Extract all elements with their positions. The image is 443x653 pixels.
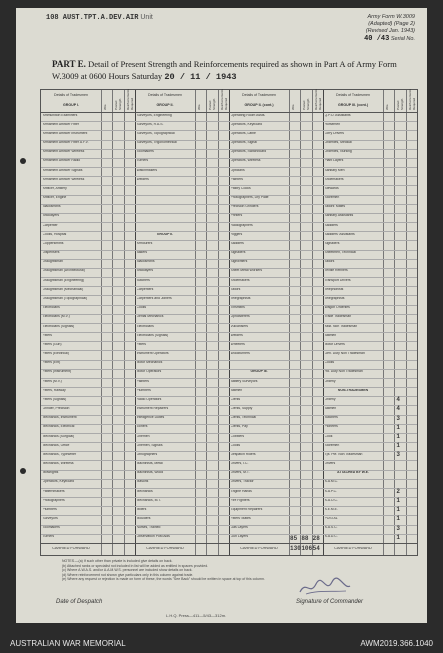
note-line: (e) Where any request or rejection is made on form of these, the words "See Back" should be written in space at top of this column. [62,577,265,582]
column-header: Reinforcements Required [407,88,416,110]
trade-label: Stewards [324,186,339,190]
trade-label: A.A.P.C. [324,489,338,493]
unit-typed: 108 AUST.TPT.A.DEV.AIR [46,14,139,22]
trade-label: Masons [136,480,149,484]
trade-label: Cobblers [230,434,245,438]
trade-label: Surveyors, R.A.S. [136,122,164,126]
trade-label: Linemen, Signals [136,443,163,447]
trade-label: Welders [136,177,149,181]
unit-field [46,14,153,22]
trade-label: Drivers, Tractor [230,480,254,484]
trade-label: Fitters' Mates [230,517,251,521]
trade-label: Batmen [324,407,337,411]
trade-label: Watchmakers [136,168,158,172]
trade-label: Radio Operators [136,397,162,401]
trade-label: Butchers [136,278,150,282]
serial-number: 40 /43 [364,34,390,43]
trade-label: Carpenter [42,223,58,227]
trade-label: Carpenters and Joiners [136,297,172,300]
trade-label: Cooks [324,361,335,365]
trade-label: Draughtsman [42,260,63,264]
strength-value: 1 [396,515,400,523]
trade-label: NON-TRADESMEN [337,388,369,392]
trade-label: Cooks, Hospital [42,232,67,236]
column-header: Posted Strength [396,98,405,110]
carried-forward-label: CARRIED FORWARD [334,547,372,550]
trade-label: Telegraphists [230,297,251,300]
trade-label: Motor Mechanics [136,361,163,365]
trade-label: Signwriters [230,260,248,264]
trade-label: Cooks [230,443,241,447]
trade-label: Electricians [136,324,154,328]
strength-value: 1 [396,432,400,440]
trade-label: Sanitary Men [324,168,345,172]
trade-label: Fire Fighters [230,498,250,502]
group-header: Details of Tradesmen [336,93,370,97]
trade-label: Sheet Metal Workers [230,269,263,273]
strength-value: 2 [396,487,400,495]
trade-label: Draughtsman (Mechanical) [42,287,84,291]
trade-label: Opticians [230,168,245,172]
strength-value: 1 [396,442,400,450]
part-label: PART E. [52,59,86,69]
trade-label: Surveyors, Trigonometrical [136,141,177,145]
archive-footer [0,636,443,653]
trade-label: Lithographers [136,452,158,456]
unit-label: Unit [140,14,153,21]
strength-value: 4 [396,396,400,404]
trade-label: Butchers [324,416,338,420]
trade-label: Pastry Cooks [230,186,251,190]
trade-label: Patternmakers [42,489,65,493]
trade-label: Printers [230,214,243,218]
trade-label: Turners [136,159,149,163]
trade-label: Draughtsman (Architectural) [42,269,85,273]
title-text: Detail of Present Strength and Reinforcements required as shown in Part A of Army Form W.3009 at 0600 Hours Saturday [52,59,397,81]
trade-label: Drivers, I.C. [230,462,249,466]
trade-label: Mechanics, Electrical [42,425,75,429]
trade-label: Fitters (Gun) [42,342,62,346]
trade-label: Surveyors [42,517,58,521]
carried-forward-label: CARRIED FORWARD [240,547,278,550]
strength-table [40,89,418,556]
column-header: Posted Strength [302,98,311,110]
trade-label: Photographers [42,498,65,502]
column-header: W.E. [291,103,295,110]
trade-label: Fitters (M.V.) [42,379,62,383]
trade-label: Coppersmiths [42,241,64,245]
trade-label: Shoemakers [230,278,250,282]
trade-label: Painters [136,379,149,383]
trade-label: Sanitary Assistants [324,214,354,218]
trade-label: Nurses, Trained [136,526,161,530]
trade-label: Riggers [230,232,243,236]
trade-label: Batmen [324,333,337,337]
form-page [16,8,427,623]
trade-label: Mechanics, M.T. [136,498,161,502]
punch-hole [20,158,26,164]
group-name: GROUP II. [156,103,174,107]
trade-label: Saddlers [230,241,244,245]
trade-label: Bakers [136,251,148,255]
trade-label: Carpenters [136,287,154,291]
trade-label: Armament Artificer Signals [42,168,83,172]
trade-label: Blacksmiths [42,205,61,209]
note-line: NOTES.—(a) If such other than private is included give details on back. [62,559,173,563]
group-name: GROUP I. [62,103,80,107]
trade-label: Drivers [324,462,336,466]
trade-label: Electricians (M.V.) [42,315,70,319]
column-header: Reinforcements Required [125,88,134,110]
commander-signature [296,576,354,598]
trade-label: Fitters (Instrument) [42,370,72,374]
trade-label: Mechanics, Office [42,443,70,447]
trade-label: Armament Artificer Instrument [42,131,88,135]
trade-label: Linemen [136,434,150,438]
trade-label: Sheetmen, Technical [324,251,356,255]
trade-label: Gen. Duty Non Tradesman [324,352,365,356]
trade-label: Surveyors, Topographical [136,131,175,135]
strength-value: 3 [396,451,400,459]
printer-line: L.H.Q. Press—411—5/43—312m. [166,613,227,618]
trade-label: Radiographers [230,223,253,227]
carried-forward-label: CARRIED FORWARD [146,547,184,550]
trade-label: Plant Layers [324,159,344,163]
trade-label: Armament Artificer Fitter A.F.V. [42,141,89,145]
trade-label: Vulcanisers [230,324,248,328]
trade-label: Operators, Wireless [230,159,261,163]
note-line: (d) Where reinforcement not shown give particulars only in this column against trade. [62,572,194,577]
trade-label: Mechanics, Typewriter [42,452,77,456]
trade-label: Telegraphists [324,297,345,300]
page-title [52,58,402,83]
trade-label: Ammunition Examiners [42,113,78,117]
trade-label: Shoemakers [324,177,344,181]
trade-label: Gas Layers [230,526,248,530]
trade-label: Artificer, Artillery [42,186,67,190]
form-adapted: (Adapted) (Page 2) [368,20,415,27]
trade-label: Operators, Lathe [230,131,256,135]
signature-label: Signature of Commander [296,599,364,605]
trade-label: Storemen [324,196,340,200]
trade-label: Photographers, Dry Plate [230,196,269,200]
trade-label: Electricians (Signals) [42,324,75,328]
trade-label: Operators, Keyboard [42,480,74,484]
trade-label: Draughtsman (Topographical) [42,297,88,300]
trade-label: Wagon Orderlies [324,306,350,310]
trade-label: Tailors [230,287,241,291]
carried-value: 88 [301,535,309,542]
trade-label: Instrument Repairers [136,407,169,411]
trade-label: Toolmakers [136,150,154,154]
trade-label: Dental Mechanics [136,315,164,319]
column-header: Posted Strength [208,98,217,110]
trade-label: Lorry Drivers [324,131,344,135]
trade-label: GROUP III. [250,370,268,374]
trade-label: Mechanics, Instrument [42,416,77,420]
trade-label: Asst. Non Tradesman [324,324,358,328]
trade-label: Painters [230,177,243,181]
trade-label: Battery Surveyors [230,379,258,383]
trade-label: Despatch Riders [230,452,256,456]
trade-label: Precision Grinders [230,205,259,209]
strength-value: 1 [396,533,400,541]
trade-label: Fitters [42,333,52,337]
punch-hole [20,468,26,474]
trade-label: Grinder, Precision [42,407,70,411]
form-date: (Revised Jan. 1943) [365,27,415,34]
trade-label: Operators, Keyboard [230,122,262,126]
carried-value: 85 [290,535,298,542]
note-line: (b) Attached ranks or specialist not included in list will be added as entitled in spaces provided. [62,563,209,568]
trade-label: Textile Refiners [324,269,348,273]
trade-label: Signallers [230,251,246,255]
column-header: Reinforcements Required [219,88,228,110]
despatch-label: Date of Despatch [56,599,103,605]
trade-label: Millers [136,507,147,511]
group-name: GROUP III. (cont.) [337,103,369,107]
trade-label: Surveyors, Engineering [136,113,172,117]
trade-label: Bricklayers [136,269,154,273]
footer-rule [41,543,417,544]
trade-label: Operators, Signal [230,141,257,145]
trade-label: Artificer, Engine [42,196,67,200]
archive-name: AUSTRALIAN WAR MEMORIAL [10,639,126,648]
trade-label: Orderly [324,379,336,383]
column-header: Reinforcements Required [313,88,322,110]
trade-label: Mechanics, Wireless [42,462,74,466]
strength-value: 1 [396,423,400,431]
trade-label: Bricklayers [42,214,60,218]
group-header: Details of Tradesmen [242,93,276,97]
trade-label: Hd. Duty Non Tradesman [324,370,363,374]
strength-value: 1 [396,506,400,514]
trade-label: Q.P.O. Assistants [324,113,351,117]
trade-label: Gun Layers [230,535,249,539]
trade-label: Armament Artificer Wireless [42,150,85,154]
trade-label: Instrument Operators [136,352,169,356]
trade-label: A.A.M.C. [324,480,339,484]
trade-label: Joiners [136,425,148,429]
archive-id: AWM2019.366.1040 [360,639,433,648]
trade-label: Machinists, Wood [136,471,164,475]
carried-value: 28 [312,535,320,542]
total-value: 54 [312,545,320,552]
report-date: 20 / 11 / 1943 [164,71,237,82]
trade-label: Clerks, Supply [230,407,253,411]
trade-label: Saddlers [324,223,338,227]
strength-value: 4 [396,405,400,413]
trade-label: Tailors [324,260,335,264]
trade-label: Electricians [42,306,60,310]
trade-label: Clerks [230,397,241,401]
trade-label: Pioneers [324,425,338,429]
trade-label: Drivers, M.T. [230,471,250,475]
trade-label: A.A.D.C. [324,535,338,539]
trade-label: Saddlers' Assistants [324,232,355,236]
trade-label: Armament Artificer Wireless [42,177,85,181]
trade-label: Cook [324,434,333,438]
trade-label: Orderlies, Nursing [324,150,352,154]
trade-label: Engine Hands [230,489,252,493]
column-header: W.E. [197,103,201,110]
column-header: Posted Strength [114,98,123,110]
trade-label: Armourers [136,241,153,245]
column-header: W.E. [385,103,389,110]
trade-label: Clerks, Pay [230,425,248,429]
trade-label: Fitters (Signals) [42,397,67,401]
trade-label: Fitters, Railway [42,388,66,392]
trade-label: Orderly [324,397,336,401]
trade-label: Clerks, Technical [230,416,257,420]
trade-label: Trade Tradesman [324,315,352,319]
trade-label: Millwrights [42,471,59,475]
trade-label: Tpt. Pte. Non Tradesman [324,452,363,456]
trade-label: Storemen [324,443,340,447]
trade-label: A.E.M.E. [324,507,338,511]
serial-label: Serial No. [390,35,415,42]
note-line: (c) Where A.W.A.S. and/or A.A.M.W.S. personnel are included show details on back. [62,568,193,573]
trade-label: Armament Artificer Radio [42,159,81,163]
trade-label: A.A.O.C. [324,498,338,502]
trade-label: Intelligence Duties [136,416,165,420]
trade-label: Wheelers [230,342,245,346]
strength-value: 1 [396,497,400,505]
trade-label: Toolmakers [42,526,60,530]
form-name: Army Form W.3009 [367,14,415,20]
total-value: 106 [301,545,313,552]
trade-label: Batmen [230,388,243,392]
total-value: 130 [290,545,301,552]
group-header: Details of Tradesmen [148,93,182,97]
trade-label: Woodturners [230,352,250,356]
trade-label: Tailors' Mates [324,205,346,209]
carried-forward-label: CARRIED FORWARD [52,547,90,550]
trade-label: Observation Post Aids [136,535,170,539]
trade-label: Operating Room Assts. [230,113,266,117]
group-name: GROUP II. (cont.) [244,103,274,107]
form-id [364,14,415,43]
strength-value: 3 [396,524,400,532]
trade-label: Transport Drivers [324,278,351,282]
trade-label: Armament Artificer Fitter [42,122,80,126]
trade-label: Mechanics [136,489,153,493]
trade-label: Telephonists [324,287,344,291]
trade-label: Motor Operators [136,370,162,374]
trade-label: Blacksmiths [136,260,155,264]
trade-label: Upholsterers [230,315,250,319]
trade-label: Plumbers [42,507,57,511]
trade-label: A.A.S.C. [324,526,338,530]
trade-label: Orderlies, Medical [324,141,352,145]
trade-label: POSTAL [324,517,338,521]
trade-label: Machinists, Metal [136,462,163,466]
trade-label: Tinsmiths [230,306,245,310]
strength-value: 3 [396,414,400,422]
trade-label: Fitters [136,342,146,346]
trade-label: Plumbers [136,388,151,392]
trade-label: Turners [42,535,55,539]
trade-label: Electricians (Signals) [136,333,169,337]
trade-label: Draughtsman (Engineering) [42,278,85,282]
trade-label: Equipment Repairers [230,507,263,511]
trade-label: Dispensers [42,251,60,255]
trade-label: Fitters (Ent) [42,361,61,365]
trade-label: Welders [230,333,243,337]
trade-label: Cooks [136,306,147,310]
trade-label: Operators, Switchboard [230,150,267,154]
trade-label: Fitters (Electrical) [42,352,69,356]
trade-label: Horsemen [324,122,341,126]
trade-label: Mechanics (Surgical) [42,434,75,438]
trade-label: GROUP II. [156,232,174,236]
trade-label: Moulders [136,517,151,521]
trade-label: ATTACHED BY W.E. [337,471,369,475]
trade-label: Signallers [324,241,340,245]
group-header: Details of Tradesmen [54,93,88,97]
column-header: W.E. [103,103,107,110]
trade-label: Motor Drivers [324,342,345,346]
